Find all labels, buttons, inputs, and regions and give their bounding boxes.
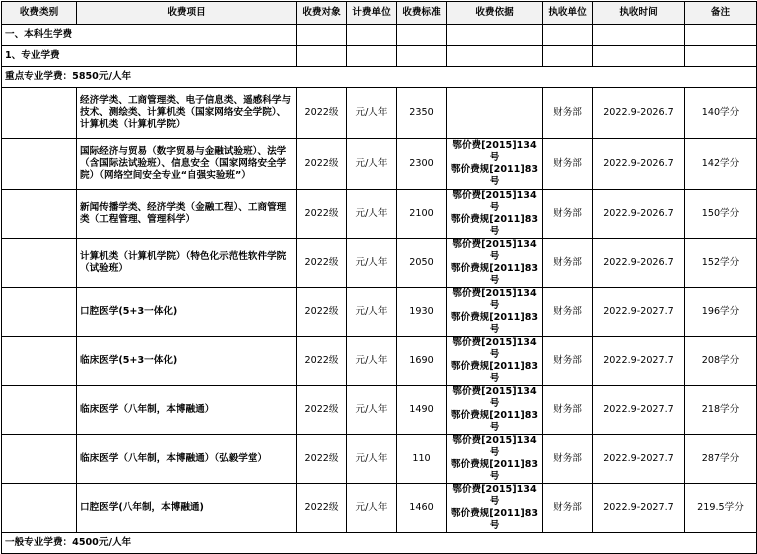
header-basis: 收费依据 — [447, 2, 543, 25]
fee-basis — [447, 386, 543, 435]
fee-standard: 2100 — [397, 190, 447, 239]
fee-period: 2022.9-2026.7 — [593, 88, 685, 139]
fee-standard: 1690 — [397, 337, 447, 386]
fee-unit: 元/人年 — [347, 88, 397, 139]
basis-line-1: 鄂价费[2015]134号 — [452, 239, 537, 262]
table-row — [2, 190, 757, 239]
fee-period: 2022.9-2027.7 — [593, 484, 685, 533]
fee-dept: 财务部 — [543, 190, 593, 239]
fee-period: 2022.9-2027.7 — [593, 288, 685, 337]
fee-target: 2022级 — [297, 288, 347, 337]
section-row-general-major — [2, 533, 757, 554]
basis-line-1: 鄂价费[2015]134号 — [452, 386, 537, 409]
section-tuition: 1、专业学费 — [2, 46, 297, 67]
header-row — [2, 2, 757, 25]
fee-note: 219.5学分 — [685, 484, 757, 533]
fee-unit: 元/人年 — [347, 435, 397, 484]
fee-dept: 财务部 — [543, 484, 593, 533]
fee-note: 150学分 — [685, 190, 757, 239]
basis-line-2: 鄂价费规[2011]83号 — [450, 164, 539, 187]
fee-period: 2022.9-2027.7 — [593, 386, 685, 435]
table-row — [2, 139, 757, 190]
fee-dept: 财务部 — [543, 288, 593, 337]
header-dept: 执收单位 — [543, 2, 593, 25]
basis-line-1: 鄂价费[2015]134号 — [452, 435, 537, 458]
fee-unit: 元/人年 — [347, 386, 397, 435]
basis-line-1: 鄂价费[2015]134号 — [452, 288, 537, 311]
section-undergrad: 一、本科生学费 — [2, 25, 297, 46]
fee-dept: 财务部 — [543, 239, 593, 288]
basis-line-2: 鄂价费规[2011]83号 — [450, 214, 539, 237]
fee-standard: 110 — [397, 435, 447, 484]
fee-basis — [447, 239, 543, 288]
fee-unit: 元/人年 — [347, 239, 397, 288]
section-row-key-major — [2, 67, 757, 88]
fee-period: 2022.9-2026.7 — [593, 239, 685, 288]
basis-line-1: 鄂价费[2015]134号 — [452, 190, 537, 213]
fee-unit: 元/人年 — [347, 484, 397, 533]
fee-note: 152学分 — [685, 239, 757, 288]
fee-target: 2022级 — [297, 139, 347, 190]
basis-line-2: 鄂价费规[2011]83号 — [450, 508, 539, 531]
fee-unit: 元/人年 — [347, 139, 397, 190]
fee-item: 新闻传播学类、经济学类（金融工程）、工商管理类（工程管理、管理科学） — [77, 190, 297, 239]
table-row — [2, 337, 757, 386]
table-row — [2, 386, 757, 435]
header-unit: 计费单位 — [347, 2, 397, 25]
fee-basis — [447, 337, 543, 386]
fee-item: 计算机类（计算机学院）（特色化示范性软件学院（试验班） — [77, 239, 297, 288]
fee-item: 临床医学（八年制，本博融通）（弘毅学堂） — [77, 435, 297, 484]
fee-item: 临床医学（八年制，本博融通） — [77, 386, 297, 435]
basis-line-1: 鄂价费[2015]134号 — [452, 140, 537, 163]
table-row — [2, 239, 757, 288]
fee-period: 2022.9-2026.7 — [593, 139, 685, 190]
fee-dept: 财务部 — [543, 386, 593, 435]
fee-basis — [447, 139, 543, 190]
fee-item: 经济学类、工商管理类、电子信息类、遥感科学与技术、测绘类、计算机类（国家网络安全学院）、计算机类（计算机学院） — [77, 88, 297, 139]
fee-dept: 财务部 — [543, 337, 593, 386]
header-item: 收费项目 — [77, 2, 297, 25]
fee-target: 2022级 — [297, 190, 347, 239]
header-category: 收费类别 — [2, 2, 77, 25]
table-row — [2, 435, 757, 484]
basis-line-2: 鄂价费规[2011]83号 — [450, 361, 539, 384]
fee-period: 2022.9-2027.7 — [593, 435, 685, 484]
fee-standard: 2050 — [397, 239, 447, 288]
fee-dept: 财务部 — [543, 139, 593, 190]
section-row-tuition — [2, 46, 757, 67]
fee-target: 2022级 — [297, 337, 347, 386]
basis-line-2: 鄂价费规[2011]83号 — [450, 263, 539, 286]
fee-basis — [447, 435, 543, 484]
fee-unit: 元/人年 — [347, 190, 397, 239]
fee-item: 口腔医学(八年制，本博融通) — [77, 484, 297, 533]
fee-basis — [447, 190, 543, 239]
fee-target: 2022级 — [297, 435, 347, 484]
fee-standard: 2350 — [397, 88, 447, 139]
basis-line-1: 鄂价费[2015]134号 — [452, 337, 537, 360]
fee-note: 208学分 — [685, 337, 757, 386]
fee-item: 临床医学(5+3一体化) — [77, 337, 297, 386]
header-note: 备注 — [685, 2, 757, 25]
fee-target: 2022级 — [297, 88, 347, 139]
section-row-undergrad — [2, 25, 757, 46]
table-row — [2, 88, 757, 139]
fee-period: 2022.9-2027.7 — [593, 337, 685, 386]
basis-line-1: 鄂价费[2015]134号 — [452, 484, 537, 507]
fee-period: 2022.9-2026.7 — [593, 190, 685, 239]
fee-dept: 财务部 — [543, 435, 593, 484]
fee-unit: 元/人年 — [347, 288, 397, 337]
fee-note: 142学分 — [685, 139, 757, 190]
fee-table — [1, 1, 757, 554]
header-period: 执收时间 — [593, 2, 685, 25]
basis-line-2: 鄂价费规[2011]83号 — [450, 410, 539, 433]
fee-note: 140学分 — [685, 88, 757, 139]
basis-line-2: 鄂价费规[2011]83号 — [450, 459, 539, 482]
section-general-major: 一般专业学费：4500元/人年 — [2, 533, 757, 554]
fee-standard: 1930 — [397, 288, 447, 337]
table-row — [2, 288, 757, 337]
header-target: 收费对象 — [297, 2, 347, 25]
fee-note: 287学分 — [685, 435, 757, 484]
fee-target: 2022级 — [297, 386, 347, 435]
fee-dept: 财务部 — [543, 88, 593, 139]
table-row — [2, 484, 757, 533]
fee-target: 2022级 — [297, 484, 347, 533]
fee-standard: 1460 — [397, 484, 447, 533]
fee-basis — [447, 288, 543, 337]
fee-standard: 1490 — [397, 386, 447, 435]
section-key-major: 重点专业学费：5850元/人年 — [2, 67, 757, 88]
fee-item: 口腔医学(5+3一体化) — [77, 288, 297, 337]
fee-note: 196学分 — [685, 288, 757, 337]
fee-note: 218学分 — [685, 386, 757, 435]
fee-target: 2022级 — [297, 239, 347, 288]
fee-standard: 2300 — [397, 139, 447, 190]
basis-line-2: 鄂价费规[2011]83号 — [450, 312, 539, 335]
fee-basis — [447, 484, 543, 533]
fee-unit: 元/人年 — [347, 337, 397, 386]
header-standard: 收费标准 — [397, 2, 447, 25]
fee-item: 国际经济与贸易（数字贸易与金融试验班）、法学（含国际法试验班）、信息安全（国家网络安全学院）（网络空间安全专业“自强实验班”） — [77, 139, 297, 190]
